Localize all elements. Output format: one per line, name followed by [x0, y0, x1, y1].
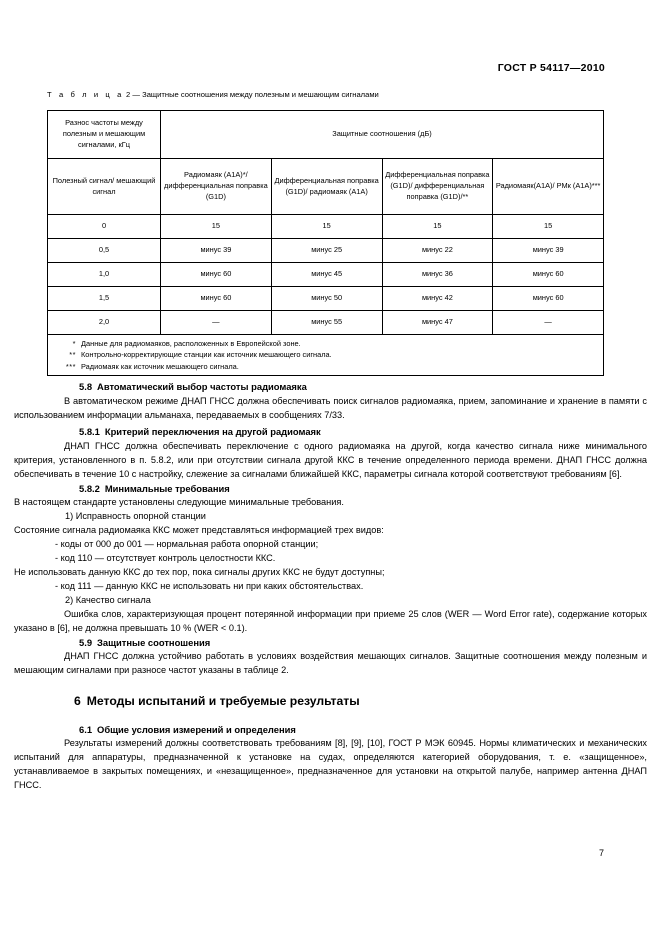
- cell-value: минус 39: [493, 239, 604, 263]
- paragraph-6-1: Результаты измерений должны соответствовать требованиям [8], [9], [10], ГОСТ Р МЭК 60945. Нормы климатических и механических испытаний для аппаратуры, предназначенной к установке на судах, определяются категорией оборудования, т. е. «защищенное», устанавливаемое в закрытых помещениях, и «незащищенное», предназначенное для установки на открытой палубе, например антенна ДНАП ГНСС.: [14, 738, 647, 791]
- heading-6-number: 6: [74, 694, 81, 709]
- table-footnotes: [48, 335, 604, 376]
- table-row: [48, 287, 604, 311]
- cell-value: минус 60: [161, 263, 272, 287]
- cell-offset: 0: [48, 215, 161, 239]
- footnote-item: [50, 338, 601, 349]
- table-row: [48, 311, 604, 335]
- footnote-text: Данные для радиомаяков, расположенных в Европейской зоне.: [81, 339, 301, 348]
- list-item-code-110: - код 110 — отсутствует контроль целостности ККС.: [55, 553, 276, 564]
- cell-value: минус 22: [382, 239, 493, 263]
- cell-value: минус 25: [271, 239, 382, 263]
- heading-5-9: [14, 636, 647, 651]
- table-caption-number: 2: [126, 90, 131, 99]
- cell-value: минус 55: [271, 311, 382, 335]
- cell-offset: 1,0: [48, 263, 161, 287]
- table-caption-text: Защитные соотношения между полезным и мешающим сигналами: [142, 90, 379, 99]
- table-header-col-1: Радиомаяк (А1А)*/ дифференциальная поправка (G1D): [161, 159, 272, 215]
- table-caption-label: Т а б л и ц а: [47, 90, 124, 99]
- table-row: [48, 215, 604, 239]
- paragraph-5-8-2-intro: В настоящем стандарте установлены следующие минимальные требования.: [14, 497, 344, 508]
- cell-value: минус 45: [271, 263, 382, 287]
- cell-value: 15: [493, 215, 604, 239]
- cell-value: минус 60: [161, 287, 272, 311]
- cell-value: минус 60: [493, 263, 604, 287]
- cell-value: 15: [382, 215, 493, 239]
- paragraph-after-bullets: Не использовать данную ККС до тех пор, пока сигналы других ККС не будут доступны;: [14, 567, 385, 578]
- cell-value: 15: [161, 215, 272, 239]
- paragraph-5-8-1: ДНАП ГНСС должна обеспечивать переключение с одного радиомаяка на другой, когда качество сигнала ниже минимального критерия, установленного в п. 5.8.2, или при отсутствии сигнала другой ККС в течение определенного периода времени. ДНАП ГНСС должна обеспечивать в течение 10 с настройку, слежение за сигналами ближайшей ККС, параметры сигнала которой соответствуют требованиям [6].: [14, 441, 647, 479]
- table-header-row-2: [48, 159, 604, 215]
- footnote-text: Контрольно-корректирующие станции как источник мешающего сигнала.: [81, 350, 332, 360]
- cell-value: минус 42: [382, 287, 493, 311]
- footnote-item: [50, 349, 601, 360]
- heading-5-8-2-title: Минимальные требования: [104, 482, 230, 494]
- table-header-protection-ratios: Защитные соотношения (дБ): [161, 111, 604, 159]
- heading-5-8-1: [14, 425, 647, 440]
- cell-value: 15: [271, 215, 382, 239]
- paragraph-signal-state: Состояние сигнала радиомаяка ККС может представляться информацией трех видов:: [14, 525, 384, 536]
- table-header-wanted-unwanted: Полезный сигнал/ мешающий сигнал: [48, 159, 161, 215]
- heading-6-1-number: 6.1: [79, 723, 93, 735]
- heading-6-1-title: Общие условия измерений и определения: [97, 723, 296, 735]
- cell-offset: 0,5: [48, 239, 161, 263]
- protection-ratios-table: [47, 110, 604, 376]
- list-item-1: 1) Исправность опорной станции: [65, 511, 206, 522]
- heading-5-8-title: Автоматический выбор частоты радиомаяка: [97, 381, 307, 392]
- heading-6-title: Методы испытаний и требуемые результаты: [86, 694, 360, 709]
- cell-offset: 2,0: [48, 311, 161, 335]
- cell-value: минус 47: [382, 311, 493, 335]
- cell-value: —: [161, 311, 272, 335]
- cell-value: минус 50: [271, 287, 382, 311]
- page-number: 7: [598, 848, 604, 858]
- footnote-item: [50, 361, 601, 372]
- cell-value: минус 36: [382, 263, 493, 287]
- cell-offset: 1,5: [48, 287, 161, 311]
- protection-ratios-table-wrapper: [47, 110, 604, 376]
- table-header-col-2: Дифференциальная поправка (G1D)/ радиомаяк (А1А): [271, 159, 382, 215]
- cell-value: минус 39: [161, 239, 272, 263]
- heading-5-8-1-number: 5.8.1: [79, 426, 100, 438]
- table-header-col-3: Дифференциальная поправка (G1D)/ дифференциальная поправка (G1D)/**: [382, 159, 493, 215]
- cell-value: минус 60: [493, 287, 604, 311]
- heading-5-8-1-title: Критерий переключения на другой радиомаяк: [104, 426, 321, 438]
- table-header-row-1: [48, 111, 604, 159]
- list-item-2: 2) Качество сигнала: [65, 594, 151, 605]
- heading-5-9-title: Защитные соотношения: [97, 636, 211, 648]
- heading-5-8-2-number: 5.8.2: [79, 482, 100, 494]
- heading-5-8: [14, 380, 647, 395]
- paragraph-5-8: В автоматическом режиме ДНАП ГНСС должна обеспечивать поиск сигналов радиомаяка, прием, запоминание и хранение в памяти с использованием информации альманаха, передаваемых в сообщениях 7/33.: [14, 395, 647, 420]
- table-header-col-4: Радиомаяк(А1А)/ РМк (А1А)***: [493, 159, 604, 215]
- table-caption-dash: —: [132, 90, 140, 99]
- footnote-marker: *: [72, 339, 76, 348]
- table-row: [48, 263, 604, 287]
- table-header-frequency-offset: Разнос частоты между полезным и мешающим сигналами, кГц: [48, 111, 161, 159]
- document-header-standard-number: ГОСТ Р 54117—2010: [497, 62, 605, 74]
- footnote-text: Радиомаяк как источник мешающего сигнала.: [81, 361, 239, 371]
- document-body: [14, 380, 647, 793]
- paragraph-word-error-rate: Ошибка слов, характеризующая процент потерянной информации при приеме 25 слов (WER — Word Error rate), содержание которых указано в [6], не должна превышать 10 % (WER < 0.1).: [14, 608, 647, 633]
- list-item-code-000-001: - коды от 000 до 001 — нормальная работа опорной станции;: [55, 539, 319, 550]
- list-item-code-111: - код 111 — данную ККС не использовать ни при каких обстоятельствах.: [55, 581, 364, 592]
- table-caption: [47, 90, 379, 99]
- paragraph-5-9: ДНАП ГНСС должна устойчиво работать в условиях воздействия мешающих сигналов. Защитные соотношения между полезным и мешающим сигналами при разносе частот указаны в таблице 2.: [14, 651, 647, 676]
- heading-6-1: [14, 723, 647, 738]
- table-row: [48, 239, 604, 263]
- heading-5-8-number: 5.8: [79, 381, 93, 392]
- heading-5-8-2: [14, 482, 647, 497]
- footnote-marker: ***: [65, 361, 76, 371]
- heading-6: [14, 692, 647, 712]
- cell-value: —: [493, 311, 604, 335]
- table-footnotes-row: [48, 335, 604, 376]
- heading-5-9-number: 5.9: [79, 636, 93, 648]
- footnote-marker: **: [69, 350, 76, 360]
